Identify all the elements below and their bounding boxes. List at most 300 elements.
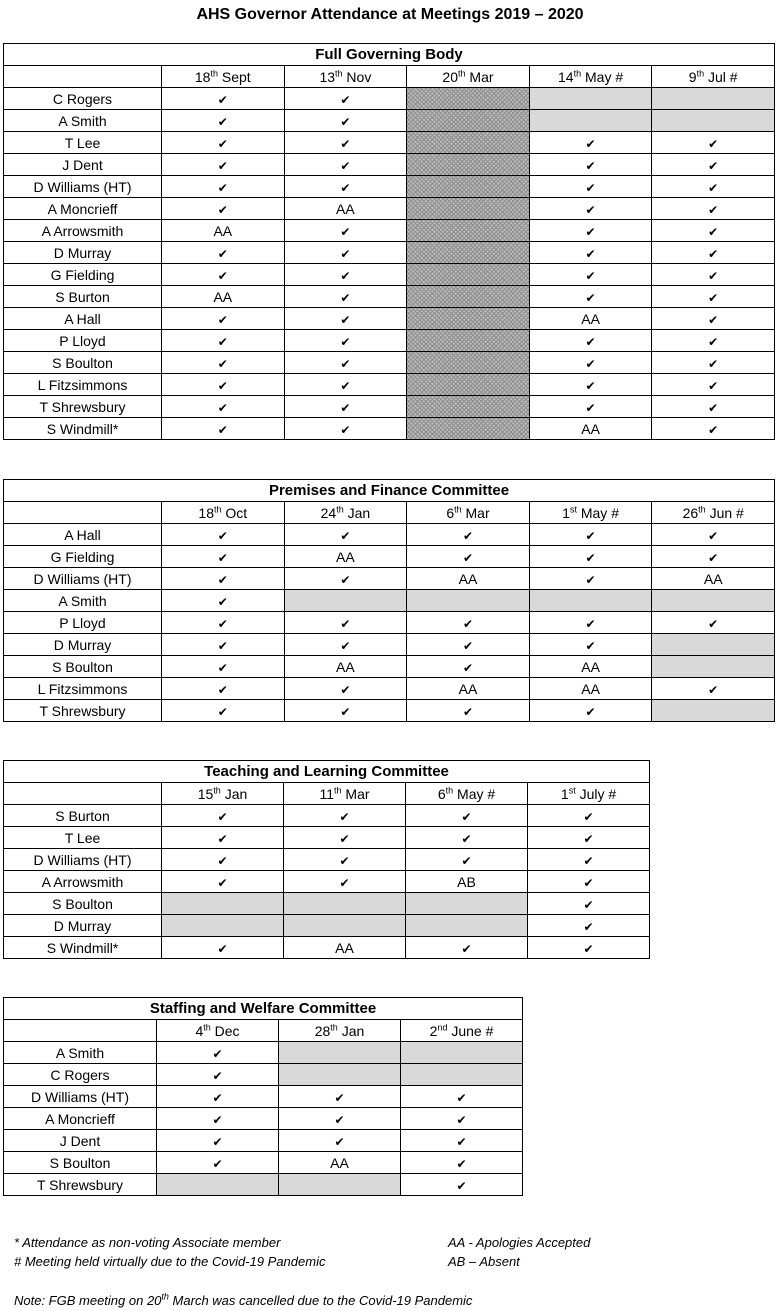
attendance-cell: [162, 330, 285, 352]
attendance-cell: [162, 110, 285, 132]
tick-icon: ✔: [708, 550, 719, 565]
tick-icon: ✔: [340, 356, 351, 371]
attendance-cell: [652, 220, 775, 242]
table-row: [4, 700, 775, 722]
table-row: [4, 154, 775, 176]
attendance-cell: [284, 264, 407, 286]
not-member-cell: [162, 893, 284, 915]
tick-icon: ✔: [583, 853, 594, 868]
tick-icon: ✔: [340, 158, 351, 173]
tick-icon: ✔: [340, 224, 351, 239]
date-day: 4: [195, 1022, 204, 1039]
table-row: [4, 937, 650, 959]
tick-icon: ✔: [585, 638, 596, 653]
tick-icon: ✔: [217, 853, 228, 868]
tick-icon: ✔: [456, 1134, 467, 1149]
attendance-cell: [529, 176, 652, 198]
governor-name: S Boulton: [4, 352, 162, 374]
attendance-cell: [162, 937, 284, 959]
attendance-cell: [162, 264, 285, 286]
date-suffix: st: [568, 784, 576, 795]
attendance-cell: [652, 678, 775, 700]
tick-icon: ✔: [339, 853, 350, 868]
governor-name: J Dent: [4, 1130, 157, 1152]
tick-icon: ✔: [340, 114, 351, 129]
attendance-cell: [407, 700, 530, 722]
cancelled-meeting-cell: [407, 242, 530, 264]
tick-icon: ✔: [212, 1112, 223, 1127]
attendance-cell: [284, 330, 407, 352]
attendance-cell: [157, 1064, 279, 1086]
attendance-cell: [406, 805, 528, 827]
not-member-cell: [529, 590, 652, 612]
date-suffix: th: [336, 503, 344, 514]
footnote-virtual: # Meeting held virtually due to the Covid-19 Pandemic: [14, 1254, 326, 1269]
date-day: 11: [319, 785, 334, 802]
tick-icon: ✔: [340, 334, 351, 349]
tick-icon: ✔: [708, 202, 719, 217]
attendance-cell: [528, 827, 650, 849]
attendance-cell: [162, 568, 285, 590]
not-member-cell: [284, 915, 406, 937]
cancelled-meeting-cell: [407, 418, 530, 440]
attendance-cell: [157, 1130, 279, 1152]
attendance-cell: [284, 849, 406, 871]
attendance-cell: [284, 524, 407, 546]
governor-name: D Murray: [4, 242, 162, 264]
attendance-cell: AA: [162, 220, 285, 242]
attendance-cell: AA: [279, 1152, 401, 1174]
attendance-cell: [284, 700, 407, 722]
attendance-cell: AA: [284, 198, 407, 220]
governor-name: S Burton: [4, 286, 162, 308]
meeting-date-header: [162, 783, 284, 805]
governor-name: S Windmill*: [4, 937, 162, 959]
date-suffix: th: [445, 784, 454, 795]
tick-icon: ✔: [585, 180, 596, 195]
tick-icon: ✔: [212, 1046, 223, 1061]
attendance-cell: [407, 524, 530, 546]
tick-icon: ✔: [339, 875, 350, 890]
tick-icon: ✔: [217, 268, 228, 283]
governor-name: A Arrowsmith: [4, 871, 162, 893]
cancelled-meeting-cell: [407, 176, 530, 198]
meeting-date-header: [528, 783, 650, 805]
cancelled-meeting-cell: [407, 264, 530, 286]
tick-icon: ✔: [340, 616, 351, 631]
tick-icon: ✔: [708, 616, 719, 631]
tick-icon: ✔: [217, 422, 228, 437]
attendance-cell: [162, 590, 285, 612]
tick-icon: ✔: [583, 897, 594, 912]
meeting-date-header: [652, 502, 775, 524]
governor-name: S Windmill*: [4, 418, 162, 440]
not-member-cell: [284, 893, 406, 915]
table-row: [4, 827, 650, 849]
date-suffix: th: [203, 1021, 211, 1032]
tick-icon: ✔: [217, 378, 228, 393]
attendance-cell: [279, 1086, 401, 1108]
tick-icon: ✔: [340, 682, 351, 697]
tick-icon: ✔: [217, 114, 228, 129]
attendance-cell: [528, 805, 650, 827]
tick-icon: ✔: [461, 831, 472, 846]
tick-icon: ✔: [708, 246, 719, 261]
cancelled-meeting-cell: [407, 374, 530, 396]
meeting-date-header: [652, 66, 775, 88]
tick-icon: ✔: [456, 1178, 467, 1193]
header-blank-cell: [4, 783, 162, 805]
tick-icon: ✔: [334, 1090, 345, 1105]
date-suffix: th: [335, 67, 343, 78]
date-month: Nov: [346, 68, 372, 85]
tick-icon: ✔: [462, 638, 474, 653]
tick-icon: ✔: [217, 638, 228, 653]
governor-name: A Hall: [4, 308, 162, 330]
not-member-cell: [652, 634, 775, 656]
meeting-date-header: [284, 66, 407, 88]
governor-name: J Dent: [4, 154, 162, 176]
tick-icon: ✔: [217, 809, 228, 824]
attendance-cell: [284, 396, 407, 418]
date-day: 20: [442, 68, 458, 85]
attendance-cell: [162, 88, 285, 110]
meeting-date-header: [529, 502, 652, 524]
legend-aa: AA - Apologies Accepted: [448, 1235, 591, 1250]
attendance-cell: [528, 893, 650, 915]
attendance-cell: [652, 612, 775, 634]
tick-icon: ✔: [462, 704, 474, 719]
attendance-cell: [652, 286, 775, 308]
governor-name: A Smith: [4, 1042, 157, 1064]
attendance-cell: [162, 198, 285, 220]
tick-icon: ✔: [708, 268, 719, 283]
not-member-cell: [157, 1174, 279, 1196]
attendance-cell: [284, 308, 407, 330]
attendance-cell: [529, 154, 652, 176]
attendance-cell: [529, 264, 652, 286]
not-member-cell: [407, 590, 530, 612]
tick-icon: ✔: [217, 312, 228, 327]
cancelled-meeting-cell: [407, 88, 530, 110]
governor-name: T Lee: [4, 827, 162, 849]
tick-icon: ✔: [217, 572, 228, 587]
attendance-cell: [162, 656, 285, 678]
attendance-cell: [528, 937, 650, 959]
attendance-cell: [157, 1042, 279, 1064]
table-title: Full Governing Body: [4, 44, 775, 66]
tick-icon: ✔: [585, 268, 596, 283]
tick-icon: ✔: [708, 356, 719, 371]
attendance-cell: [529, 242, 652, 264]
teaching-learning-table: [3, 760, 650, 959]
table-row: [4, 612, 775, 634]
attendance-cell: [529, 546, 652, 568]
note-after: March was cancelled due to the Covid-19 Pandemic: [168, 1293, 473, 1308]
attendance-cell: [162, 242, 285, 264]
date-suffix: th: [573, 67, 582, 78]
tick-icon: ✔: [585, 158, 596, 173]
tick-icon: ✔: [462, 660, 474, 675]
attendance-cell: [284, 286, 407, 308]
tick-icon: ✔: [217, 831, 228, 846]
governor-name: P Lloyd: [4, 330, 162, 352]
attendance-cell: [529, 396, 652, 418]
date-day: 1: [562, 504, 570, 521]
attendance-cell: AA: [529, 656, 652, 678]
legend-ab: AB – Absent: [448, 1254, 520, 1269]
tick-icon: ✔: [212, 1068, 223, 1083]
tick-icon: ✔: [340, 638, 351, 653]
tick-icon: ✔: [334, 1134, 345, 1149]
governor-name: D Williams (HT): [4, 1086, 157, 1108]
date-suffix: th: [210, 67, 218, 78]
tick-icon: ✔: [340, 378, 351, 393]
attendance-cell: [652, 154, 775, 176]
tick-icon: ✔: [583, 831, 594, 846]
meeting-date-header: [401, 1020, 523, 1042]
date-day: 18: [198, 504, 214, 521]
attendance-cell: [652, 308, 775, 330]
tick-icon: ✔: [585, 616, 596, 631]
attendance-cell: [401, 1152, 523, 1174]
cancelled-meeting-cell: [407, 286, 530, 308]
tick-icon: ✔: [583, 875, 594, 890]
not-member-cell: [279, 1042, 401, 1064]
tick-icon: ✔: [708, 528, 719, 543]
attendance-cell: [652, 352, 775, 374]
cancelled-meeting-cell: [407, 330, 530, 352]
tick-icon: ✔: [461, 809, 472, 824]
tick-icon: ✔: [217, 400, 228, 415]
attendance-cell: [401, 1130, 523, 1152]
attendance-cell: [162, 418, 285, 440]
date-suffix: th: [330, 1021, 338, 1032]
attendance-cell: [652, 374, 775, 396]
attendance-cell: [652, 264, 775, 286]
attendance-cell: [279, 1130, 401, 1152]
meeting-date-header: [407, 502, 530, 524]
attendance-cell: [284, 568, 407, 590]
governor-name: T Shrewsbury: [4, 700, 162, 722]
attendance-cell: [529, 330, 652, 352]
not-member-cell: [284, 590, 407, 612]
attendance-cell: [162, 154, 285, 176]
attendance-cell: [162, 352, 285, 374]
tick-icon: ✔: [340, 180, 351, 195]
not-member-cell: [401, 1042, 523, 1064]
tick-icon: ✔: [217, 158, 228, 173]
attendance-cell: [528, 871, 650, 893]
governor-name: C Rogers: [4, 1064, 157, 1086]
table-row: [4, 132, 775, 154]
tick-icon: ✔: [708, 334, 719, 349]
header-blank-cell: [4, 1020, 157, 1042]
table-row: [4, 352, 775, 374]
governor-name: G Fielding: [4, 546, 162, 568]
date-month: Jan: [341, 1022, 365, 1039]
tick-icon: ✔: [462, 616, 474, 631]
date-day: 6: [437, 785, 446, 802]
tick-icon: ✔: [212, 1090, 223, 1105]
tick-icon: ✔: [708, 682, 719, 697]
table-title: Teaching and Learning Committee: [4, 761, 650, 783]
table-row: [4, 546, 775, 568]
tick-icon: ✔: [585, 400, 596, 415]
meeting-date-header: [162, 502, 285, 524]
date-month: May #: [457, 785, 496, 802]
tick-icon: ✔: [340, 290, 351, 305]
date-day: 13: [319, 68, 336, 85]
table-row: [4, 915, 650, 937]
attendance-cell: [652, 132, 775, 154]
tick-icon: ✔: [217, 92, 228, 107]
tick-icon: ✔: [585, 572, 596, 587]
tick-icon: ✔: [340, 572, 351, 587]
date-day: 1: [560, 785, 569, 802]
tick-icon: ✔: [585, 334, 596, 349]
attendance-cell: [529, 524, 652, 546]
not-member-cell: [279, 1174, 401, 1196]
tick-icon: ✔: [585, 246, 596, 261]
governor-name: S Burton: [4, 805, 162, 827]
table-row: [4, 242, 775, 264]
date-day: 24: [320, 504, 337, 521]
date-month: July #: [579, 785, 617, 802]
tick-icon: ✔: [461, 853, 472, 868]
date-suffix: st: [569, 503, 577, 514]
tick-icon: ✔: [340, 92, 351, 107]
tick-icon: ✔: [340, 246, 351, 261]
tick-icon: ✔: [217, 136, 228, 151]
date-header-row: [4, 66, 775, 88]
attendance-cell: [157, 1086, 279, 1108]
not-member-cell: [652, 590, 775, 612]
table-row: [4, 374, 775, 396]
governor-name: D Williams (HT): [4, 849, 162, 871]
table-row: [4, 1130, 523, 1152]
governor-name: D Williams (HT): [4, 176, 162, 198]
tick-icon: ✔: [708, 312, 719, 327]
date-day: 2: [429, 1022, 438, 1039]
not-member-cell: [279, 1064, 401, 1086]
tick-icon: ✔: [217, 941, 228, 956]
tick-icon: ✔: [708, 158, 719, 173]
tick-icon: ✔: [585, 136, 596, 151]
attendance-cell: [406, 937, 528, 959]
tick-icon: ✔: [340, 136, 351, 151]
tick-icon: ✔: [708, 400, 719, 415]
date-month: Mar: [345, 785, 370, 802]
tick-icon: ✔: [217, 334, 228, 349]
tick-icon: ✔: [217, 550, 228, 565]
date-month: June #: [451, 1022, 494, 1039]
attendance-cell: [529, 286, 652, 308]
attendance-cell: AA: [407, 568, 530, 590]
attendance-cell: [652, 396, 775, 418]
attendance-cell: [162, 634, 285, 656]
date-suffix: nd: [437, 1021, 448, 1032]
not-member-cell: [162, 915, 284, 937]
attendance-cell: [407, 656, 530, 678]
attendance-cell: [284, 154, 407, 176]
attendance-cell: [284, 242, 407, 264]
attendance-cell: [162, 176, 285, 198]
date-day: 6: [446, 504, 455, 521]
tick-icon: ✔: [339, 809, 350, 824]
table-row: [4, 656, 775, 678]
tick-icon: ✔: [339, 831, 350, 846]
date-suffix: th: [458, 67, 466, 78]
tick-icon: ✔: [217, 202, 228, 217]
tick-icon: ✔: [461, 941, 472, 956]
attendance-cell: [529, 700, 652, 722]
attendance-cell: AA: [284, 937, 406, 959]
tick-icon: ✔: [708, 180, 719, 195]
attendance-cell: [529, 220, 652, 242]
attendance-cell: AA: [162, 286, 285, 308]
attendance-cell: [529, 374, 652, 396]
table-row: [4, 330, 775, 352]
tick-icon: ✔: [340, 704, 351, 719]
date-day: 26: [682, 504, 699, 521]
attendance-cell: AA: [284, 656, 407, 678]
table-title: Staffing and Welfare Committee: [4, 998, 523, 1020]
attendance-cell: [529, 612, 652, 634]
table-row: [4, 1108, 523, 1130]
attendance-cell: [529, 568, 652, 590]
premises-finance-table: [3, 479, 775, 722]
table-row: [4, 176, 775, 198]
attendance-cell: [652, 418, 775, 440]
table-row: [4, 805, 650, 827]
tick-icon: ✔: [217, 246, 228, 261]
tick-icon: ✔: [340, 312, 351, 327]
table-row: [4, 849, 650, 871]
attendance-cell: [284, 220, 407, 242]
table-row: [4, 893, 650, 915]
date-suffix: th: [454, 503, 462, 514]
table-row: [4, 396, 775, 418]
tick-icon: ✔: [708, 224, 719, 239]
date-suffix: th: [698, 503, 706, 514]
attendance-cell: [407, 612, 530, 634]
footnotes-left: [14, 1235, 325, 1273]
table-row: [4, 220, 775, 242]
governor-name: S Boulton: [4, 656, 162, 678]
tick-icon: ✔: [583, 809, 594, 824]
attendance-cell: [162, 700, 285, 722]
tick-icon: ✔: [462, 550, 474, 565]
attendance-cell: AA: [529, 418, 652, 440]
table-row: [4, 568, 775, 590]
not-member-cell: [529, 88, 652, 110]
attendance-cell: [284, 374, 407, 396]
governor-name: C Rogers: [4, 88, 162, 110]
date-day: 18: [194, 68, 211, 85]
governor-name: T Shrewsbury: [4, 396, 162, 418]
meeting-date-header: [162, 66, 285, 88]
tick-icon: ✔: [585, 202, 596, 217]
date-day: 14: [558, 68, 574, 85]
attendance-cell: AA: [652, 568, 775, 590]
attendance-table: [3, 479, 775, 722]
table-row: [4, 871, 650, 893]
governor-name: L Fitzsimmons: [4, 374, 162, 396]
attendance-cell: [652, 330, 775, 352]
attendance-cell: [652, 546, 775, 568]
attendance-cell: [284, 871, 406, 893]
